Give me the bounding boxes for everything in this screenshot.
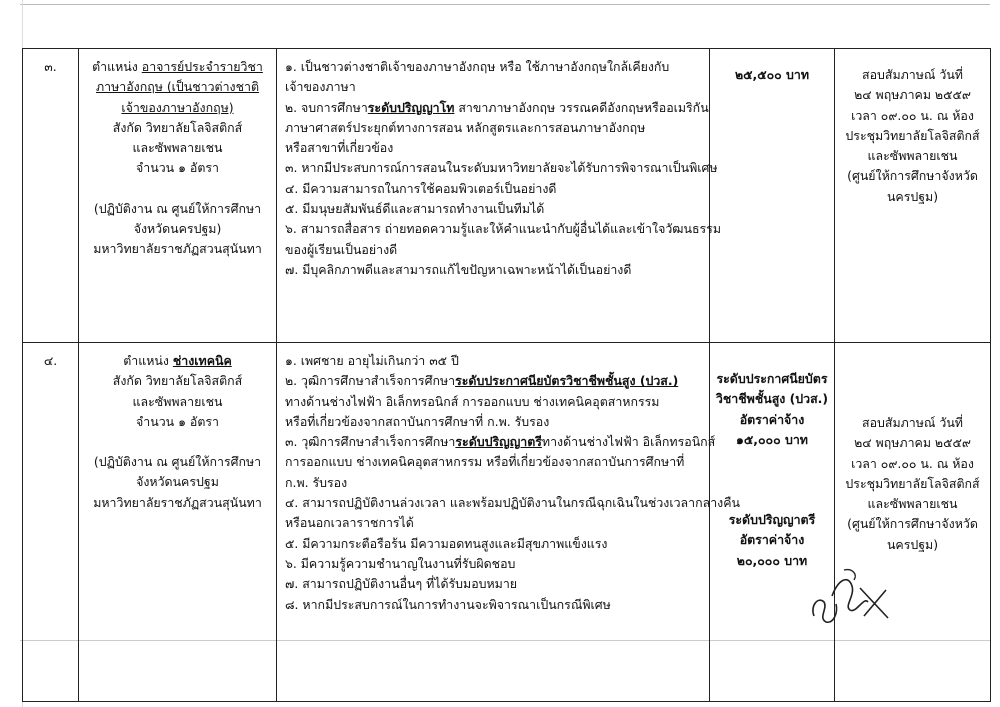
qualification-text: ๓. วุฒิการศึกษาสำเร็จการศึกษา: [285, 434, 456, 450]
position-title: ช่างเทคนิค: [172, 353, 232, 368]
qualification-line: ๘. หากมีประสบการณ์ในการทำงานจะพิจารณาเป็นกรณีพิเศษ: [285, 596, 611, 612]
qualification-line: หรือนอกเวลาราชการได้: [285, 515, 414, 531]
schedule-line: (ศูนย์ให้การศึกษาจังหวัด: [847, 516, 978, 532]
position-cell: [79, 49, 277, 343]
schedule-line: นครปฐม): [886, 188, 939, 204]
schedule-line: ประชุมวิทยาลัยโลจิสติกส์: [845, 475, 980, 491]
qualification-line: ๖. มีความรู้ความชำนาญในงานที่รับผิดชอบ: [285, 555, 516, 571]
position-title: อาจารย์ประจำรายวิชา: [141, 59, 263, 74]
university-line: มหาวิทยาลัยราชภัฏสวนสุนันทา: [93, 241, 262, 257]
position-cell: [79, 343, 277, 702]
workplace-line: จังหวัดนครปฐม: [136, 474, 219, 490]
row-number: ๓.: [23, 49, 79, 343]
qualification-line: การออกแบบ ช่างเทคนิคอุตสาหกรรม หรือที่เกี่ยวข้องจากสถาบันการศึกษาที่: [285, 454, 685, 470]
schedule-line: และซัพพลายเชน: [867, 148, 958, 164]
schedule-line: สอบสัมภาษณ์ วันที่: [862, 67, 963, 82]
affiliation-line: และซัพพลายเชน: [132, 393, 223, 409]
salary-line: อัตราค่าจ้าง: [739, 411, 805, 427]
qualification-text: ทางด้านช่างไฟฟ้า อิเล็กทรอนิกส์: [541, 434, 716, 450]
qualification-line: [285, 432, 716, 452]
qualification-line: ๑. เพศชาย อายุไม่เกินกว่า ๓๕ ปี: [285, 353, 459, 368]
qualification-line: ๔. สามารถปฏิบัติงานล่วงเวลา และพร้อมปฏิบัติงานในกรณีฉุกเฉินในช่วงเวลากลางคืน: [285, 495, 740, 511]
schedule-line: และซัพพลายเชน: [867, 496, 958, 512]
qualification-line: หรือสาขาที่เกี่ยวข้อง: [285, 140, 394, 156]
schedule-line: เวลา ๐๙.๐๐ น. ณ ห้อง: [851, 107, 974, 123]
qualification-line: ๑. เป็นชาวต่างชาติเจ้าของภาษาอังกฤษ หรือ ใช้ภาษาอังกฤษใกล้เคียงกับ: [285, 59, 670, 74]
schedule-line: นครปฐม): [886, 536, 939, 552]
schedule-line: ๒๔ พฤษภาคม ๒๕๕๙: [854, 435, 971, 451]
affiliation-line: สังกัด วิทยาลัยโลจิสติกส์: [112, 119, 243, 135]
position-title-prefix: ตำแหน่ง: [92, 59, 142, 74]
qualification-emphasis: ระดับปริญญาตรี: [455, 434, 542, 450]
schedule-line: ประชุมวิทยาลัยโลจิสติกส์: [845, 127, 980, 143]
qualification-line: เจ้าของภาษา: [285, 79, 356, 95]
qualification-emphasis: ระดับปริญญาโท: [367, 99, 455, 115]
qualification-line: ก.พ. รับรอง: [285, 474, 348, 490]
position-title-prefix: ตำแหน่ง: [123, 353, 173, 368]
schedule-line: สอบสัมภาษณ์ วันที่: [862, 415, 963, 430]
qualification-emphasis: ระดับประกาศนียบัตรวิชาชีพชั้นสูง (ปวส.): [455, 373, 679, 389]
qualification-text: ๒. วุฒิการศึกษาสำเร็จการศึกษา: [285, 373, 456, 389]
qualification-line: ๔. มีความสามารถในการใช้คอมพิวเตอร์เป็นอย่างดี: [285, 180, 557, 196]
salary-line: วิชาชีพชั้นสูง (ปวส.): [715, 391, 829, 407]
qualification-line: ๖. สามารถสื่อสาร ถ่ายทอดความรู้และให้คำแนะนำกับผู้อื่นได้และเข้าใจวัฒนธรรม: [285, 221, 721, 237]
quota-line: จำนวน ๑ อัตรา: [136, 413, 219, 429]
position-title-line: [83, 351, 272, 371]
qualification-line: ๗. มีบุคลิกภาพดีและสามารถแก้ไขปัญหาเฉพาะหน้าได้เป็นอย่างดี: [285, 261, 632, 277]
schedule-cell: [835, 343, 991, 702]
qualification-line: ภาษาศาสตร์ประยุกต์ทางการสอน หลักสูตรและการสอนภาษาอังกฤษ: [285, 119, 646, 135]
table-row: [23, 49, 991, 343]
salary-cell: [710, 49, 835, 343]
quota-line: จำนวน ๑ อัตรา: [136, 160, 219, 176]
position-title: ภาษาอังกฤษ (เป็นชาวต่างชาติ: [95, 79, 260, 95]
qualification-line: หรือที่เกี่ยวข้องจากสถาบันการศึกษาที่ ก.พ. รับรอง: [285, 413, 550, 429]
salary-amount: ๒๕,๕๐๐ บาท: [734, 67, 810, 82]
position-title-line: [83, 57, 272, 77]
salary-line: อัตราค่าจ้าง: [739, 532, 805, 548]
university-line: มหาวิทยาลัยราชภัฏสวนสุนันทา: [93, 494, 262, 510]
salary-amount: ๑๕,๐๐๐ บาท: [736, 431, 808, 447]
salary-cell: [710, 343, 835, 702]
qualification-line: ทางด้านช่างไฟฟ้า อิเล็กทรอนิกส์ การออกแบบ ช่างเทคนิคอุตสาหกรรม: [285, 393, 660, 409]
affiliation-line: และซัพพลายเชน: [132, 140, 223, 156]
table-row: [23, 343, 991, 702]
qualification-line: ๕. มีความกระตือรือร้น มีความอดทนสูงและมีสุขภาพแข็งแรง: [285, 535, 608, 551]
row-number: ๔.: [23, 343, 79, 702]
salary-amount: ๒๐,๐๐๐ บาท: [736, 552, 808, 568]
qualification-text: ๒. จบการศึกษา: [285, 99, 368, 115]
top-rule: [20, 4, 990, 5]
qualification-line: ๓. หากมีประสบการณ์การสอนในระดับมหาวิทยาลัยจะได้รับการพิจารณาเป็นพิเศษ: [285, 160, 718, 176]
qualification-line: [285, 98, 709, 118]
workplace-line: จังหวัดนครปฐม): [133, 221, 222, 237]
qualifications-cell: [277, 343, 740, 702]
qualification-line: ๗. สามารถปฏิบัติงานอื่นๆ ที่ได้รับมอบหมาย: [285, 576, 518, 592]
handwritten-signature: [808, 566, 898, 626]
salary-line: ระดับปริญญาตรี: [728, 512, 816, 528]
qualification-text: สาขาภาษาอังกฤษ วรรณคดีอังกฤษหรืออเมริกัน: [454, 99, 709, 115]
position-title: เจ้าของภาษาอังกฤษ): [121, 99, 234, 115]
qualification-line: ๕. มีมนุษยสัมพันธ์ดีและสามารถทำงานเป็นทีมได้: [285, 201, 545, 217]
qualification-line: ของผู้เรียนเป็นอย่างดี: [285, 241, 398, 257]
qualifications-cell: [277, 49, 721, 343]
schedule-line: ๒๔ พฤษภาคม ๒๕๕๙: [854, 87, 971, 103]
affiliation-line: สังกัด วิทยาลัยโลจิสติกส์: [112, 373, 243, 389]
workplace-line: (ปฏิบัติงาน ณ ศูนย์ให้การศึกษา: [93, 200, 262, 216]
schedule-cell: [835, 49, 991, 343]
qualification-line: [285, 371, 703, 391]
schedule-line: เวลา ๐๙.๐๐ น. ณ ห้อง: [851, 455, 974, 471]
schedule-line: (ศูนย์ให้การศึกษาจังหวัด: [847, 168, 978, 184]
salary-line: ระดับประกาศนียบัตร: [716, 371, 828, 386]
workplace-line: (ปฏิบัติงาน ณ ศูนย์ให้การศึกษา: [93, 454, 262, 470]
